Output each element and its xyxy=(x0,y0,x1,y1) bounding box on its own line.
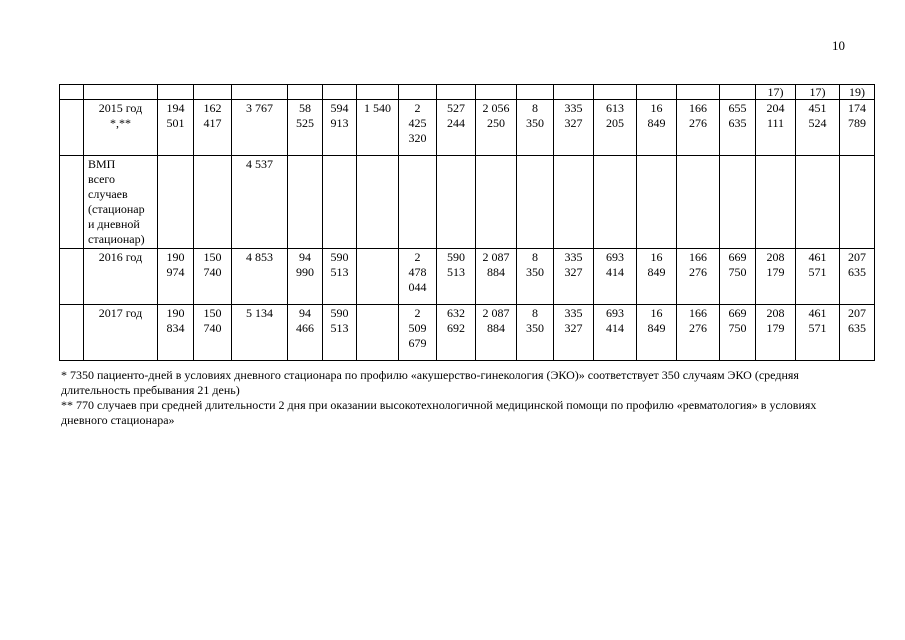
value-line: 451 xyxy=(808,101,827,115)
value-line: 2 xyxy=(414,250,421,264)
data-table xyxy=(59,84,875,361)
value-line: 205 xyxy=(606,116,624,130)
value-line: 524 xyxy=(808,116,827,130)
row-label-line: 2017 год xyxy=(98,306,143,320)
header-cell xyxy=(720,85,756,100)
value-line: 884 xyxy=(487,321,505,335)
value-cell xyxy=(594,156,637,249)
row-label-line: *,** xyxy=(110,116,131,130)
value-line: 111 xyxy=(766,116,785,130)
value-line: 94 xyxy=(299,250,311,264)
value-cell xyxy=(637,305,677,361)
value-line: 461 xyxy=(808,250,827,264)
value-cell xyxy=(637,100,677,156)
value-cell xyxy=(554,249,594,305)
value-line: 58 xyxy=(299,101,311,115)
value-line: 635 xyxy=(848,321,866,335)
header-cell xyxy=(194,85,232,100)
row-number-cell xyxy=(60,249,84,305)
value-cell xyxy=(677,156,720,249)
value-line: 740 xyxy=(203,265,222,279)
value-line: 669 xyxy=(728,250,747,264)
table-header-row xyxy=(60,85,875,100)
header-cell xyxy=(517,85,554,100)
value-line: 94 xyxy=(299,306,311,320)
value-cell xyxy=(517,156,554,249)
value-cell xyxy=(357,305,399,361)
value-line: 513 xyxy=(330,321,349,335)
value-cell xyxy=(158,100,194,156)
value-cell xyxy=(677,305,720,361)
value-line: 849 xyxy=(647,116,666,130)
value-cell xyxy=(594,249,637,305)
value-line: 635 xyxy=(848,265,866,279)
value-cell xyxy=(756,305,796,361)
value-line: 509 xyxy=(408,321,427,335)
value-cell xyxy=(840,156,875,249)
value-cell xyxy=(399,305,437,361)
value-cell xyxy=(476,305,517,361)
value-line: 692 xyxy=(447,321,465,335)
value-line: 527 xyxy=(447,101,465,115)
value-cell xyxy=(357,249,399,305)
value-cell xyxy=(288,100,323,156)
header-cell xyxy=(323,85,357,100)
value-line: 834 xyxy=(166,321,185,335)
value-cell xyxy=(637,249,677,305)
value-line: 590 xyxy=(447,250,465,264)
row-label-line: 2016 год xyxy=(98,250,143,264)
value-line: 913 xyxy=(330,116,349,130)
value-line: 884 xyxy=(487,265,505,279)
table-row xyxy=(60,249,875,305)
value-cell xyxy=(194,100,232,156)
value-line: 194 xyxy=(166,101,185,115)
value-line: 150 xyxy=(203,250,222,264)
row-label-line: и дневной xyxy=(88,217,140,231)
row-label-line: 2015 год xyxy=(98,101,143,115)
value-cell xyxy=(796,156,840,249)
value-line: 571 xyxy=(808,321,827,335)
value-cell xyxy=(158,156,194,249)
value-line: 750 xyxy=(728,265,747,279)
value-line: 190 xyxy=(166,250,185,264)
value-cell xyxy=(756,100,796,156)
value-cell xyxy=(796,100,840,156)
value-line: 244 xyxy=(447,116,465,130)
value-line: 990 xyxy=(296,265,314,279)
value-line: 679 xyxy=(408,336,427,350)
value-line: 513 xyxy=(447,265,465,279)
value-line: 8 xyxy=(532,101,538,115)
row-label xyxy=(84,249,158,305)
value-line: 8 xyxy=(532,306,538,320)
value-line: 327 xyxy=(564,265,583,279)
value-line: 207 xyxy=(848,250,866,264)
header-cell xyxy=(158,85,194,100)
value-line: 327 xyxy=(564,321,583,335)
header-cell xyxy=(357,85,399,100)
value-line: 276 xyxy=(689,321,707,335)
value-line: 2 087 xyxy=(482,306,510,320)
table-row xyxy=(60,156,875,249)
value-cell xyxy=(288,249,323,305)
value-line: 590 xyxy=(330,250,349,264)
value-line: 335 xyxy=(564,101,583,115)
value-line: 635 xyxy=(728,116,747,130)
value-line: 501 xyxy=(166,116,185,130)
header-cell xyxy=(554,85,594,100)
value-line: 4 537 xyxy=(246,157,273,171)
value-line: 179 xyxy=(766,321,785,335)
value-line: 174 xyxy=(848,101,866,115)
value-cell xyxy=(437,305,476,361)
value-line: 276 xyxy=(689,265,707,279)
value-cell xyxy=(756,156,796,249)
value-cell xyxy=(476,100,517,156)
value-cell xyxy=(158,305,194,361)
value-cell xyxy=(158,249,194,305)
value-cell xyxy=(476,156,517,249)
value-line: 750 xyxy=(728,321,747,335)
value-cell xyxy=(232,100,288,156)
value-line: 16 xyxy=(650,101,663,115)
row-label xyxy=(84,100,158,156)
value-cell xyxy=(720,305,756,361)
value-line: 849 xyxy=(647,321,666,335)
value-cell xyxy=(677,100,720,156)
value-cell xyxy=(756,249,796,305)
value-line: 613 xyxy=(606,101,624,115)
value-line: 204 xyxy=(766,101,785,115)
value-line: 276 xyxy=(689,116,707,130)
value-line: 513 xyxy=(330,265,349,279)
value-line: 350 xyxy=(526,116,544,130)
value-line: 2 087 xyxy=(482,250,510,264)
value-line: 849 xyxy=(647,265,666,279)
value-line: 2 056 xyxy=(482,101,510,115)
row-number-cell xyxy=(60,100,84,156)
value-line: 335 xyxy=(564,306,583,320)
row-number-cell xyxy=(60,305,84,361)
value-line: 5 134 xyxy=(246,306,273,320)
header-cell xyxy=(594,85,637,100)
value-cell xyxy=(288,156,323,249)
row-label xyxy=(84,156,158,249)
value-line: 8 xyxy=(532,250,538,264)
header-cell xyxy=(232,85,288,100)
value-cell xyxy=(323,100,357,156)
header-cell: 19) xyxy=(840,85,875,100)
value-cell xyxy=(554,156,594,249)
value-line: 044 xyxy=(408,280,427,294)
table-row xyxy=(60,100,875,156)
value-cell xyxy=(677,249,720,305)
value-line: 789 xyxy=(848,116,866,130)
value-cell xyxy=(194,305,232,361)
value-cell xyxy=(594,305,637,361)
value-line: 208 xyxy=(766,250,785,264)
value-line: 179 xyxy=(766,265,785,279)
value-cell xyxy=(357,156,399,249)
value-cell xyxy=(476,249,517,305)
value-line: 16 xyxy=(650,306,663,320)
value-line: 632 xyxy=(447,306,465,320)
value-line: 2 xyxy=(414,101,421,115)
header-cell: 17) xyxy=(756,85,796,100)
value-line: 693 xyxy=(606,250,624,264)
value-cell xyxy=(517,305,554,361)
value-cell xyxy=(323,156,357,249)
value-line: 4 853 xyxy=(246,250,273,264)
value-cell xyxy=(796,249,840,305)
value-line: 150 xyxy=(203,306,222,320)
value-line: 594 xyxy=(330,101,349,115)
value-line: 166 xyxy=(689,250,707,264)
header-cell xyxy=(637,85,677,100)
value-cell xyxy=(840,305,875,361)
value-line: 350 xyxy=(526,321,544,335)
value-cell xyxy=(720,156,756,249)
value-line: 1 540 xyxy=(364,101,391,115)
value-cell xyxy=(399,156,437,249)
value-cell xyxy=(517,249,554,305)
header-cell xyxy=(437,85,476,100)
value-cell xyxy=(437,249,476,305)
value-line: 655 xyxy=(728,101,747,115)
value-line: 327 xyxy=(564,116,583,130)
value-line: 571 xyxy=(808,265,827,279)
value-cell xyxy=(232,156,288,249)
page-number: 10 xyxy=(832,38,845,53)
value-cell xyxy=(323,305,357,361)
value-line: 478 xyxy=(408,265,427,279)
value-cell xyxy=(323,249,357,305)
value-line: 693 xyxy=(606,306,624,320)
row-label-line: (стационар xyxy=(88,202,145,216)
value-line: 190 xyxy=(166,306,185,320)
row-label xyxy=(84,305,158,361)
value-line: 590 xyxy=(330,306,349,320)
value-cell xyxy=(840,249,875,305)
value-cell xyxy=(517,100,554,156)
value-cell xyxy=(232,249,288,305)
value-cell xyxy=(554,100,594,156)
value-line: 166 xyxy=(689,101,707,115)
header-cell xyxy=(476,85,517,100)
value-line: 16 xyxy=(650,250,663,264)
table-body xyxy=(60,85,875,361)
value-cell xyxy=(194,249,232,305)
value-cell xyxy=(437,156,476,249)
header-cell xyxy=(677,85,720,100)
header-cell xyxy=(399,85,437,100)
value-line: 414 xyxy=(606,321,624,335)
value-line: 320 xyxy=(408,131,427,145)
value-cell xyxy=(288,305,323,361)
value-line: 207 xyxy=(848,306,866,320)
value-line: 162 xyxy=(203,101,222,115)
header-cell: 17) xyxy=(796,85,840,100)
value-cell xyxy=(720,249,756,305)
value-cell xyxy=(840,100,875,156)
value-line: 525 xyxy=(296,116,314,130)
value-cell xyxy=(399,100,437,156)
value-line: 414 xyxy=(606,265,624,279)
header-cell xyxy=(84,85,158,100)
footnotes xyxy=(61,368,851,428)
value-line: 350 xyxy=(526,265,544,279)
value-line: 417 xyxy=(203,116,222,130)
value-line: 208 xyxy=(766,306,785,320)
value-line: 669 xyxy=(728,306,747,320)
value-line: 250 xyxy=(487,116,505,130)
value-cell xyxy=(194,156,232,249)
value-line: 461 xyxy=(808,306,827,320)
value-cell xyxy=(399,249,437,305)
value-line: 740 xyxy=(203,321,222,335)
footnote-1: * 7350 пациенто-дней в условиях дневного стационара по профилю «акушерство-гинекология (ЭКО)» соответствует 350 случаям ЭКО (средняя длительность пребывания 21 день) xyxy=(61,368,799,397)
value-line: 3 767 xyxy=(246,101,273,115)
value-cell xyxy=(637,156,677,249)
header-cell xyxy=(288,85,323,100)
value-cell xyxy=(720,100,756,156)
value-cell xyxy=(796,305,840,361)
value-line: 425 xyxy=(408,116,427,130)
value-line: 335 xyxy=(564,250,583,264)
value-cell xyxy=(437,100,476,156)
row-label-line: всего xyxy=(88,172,116,186)
value-cell xyxy=(357,100,399,156)
table-row xyxy=(60,305,875,361)
row-label-line: ВМП xyxy=(88,157,116,171)
value-line: 166 xyxy=(689,306,707,320)
footnote-2: ** 770 случаев при средней длительности 2 дня при оказании высокотехнологичной медицинской помощи по профилю «ревматология» в условиях дневного стационара» xyxy=(61,398,817,427)
value-line: 466 xyxy=(296,321,314,335)
row-number-cell xyxy=(60,156,84,249)
header-cell xyxy=(60,85,84,100)
value-line: 2 xyxy=(414,306,421,320)
row-label-line: стационар) xyxy=(88,232,145,246)
value-cell xyxy=(594,100,637,156)
value-cell xyxy=(554,305,594,361)
row-label-line: случаев xyxy=(88,187,128,201)
value-cell xyxy=(232,305,288,361)
value-line: 974 xyxy=(166,265,185,279)
